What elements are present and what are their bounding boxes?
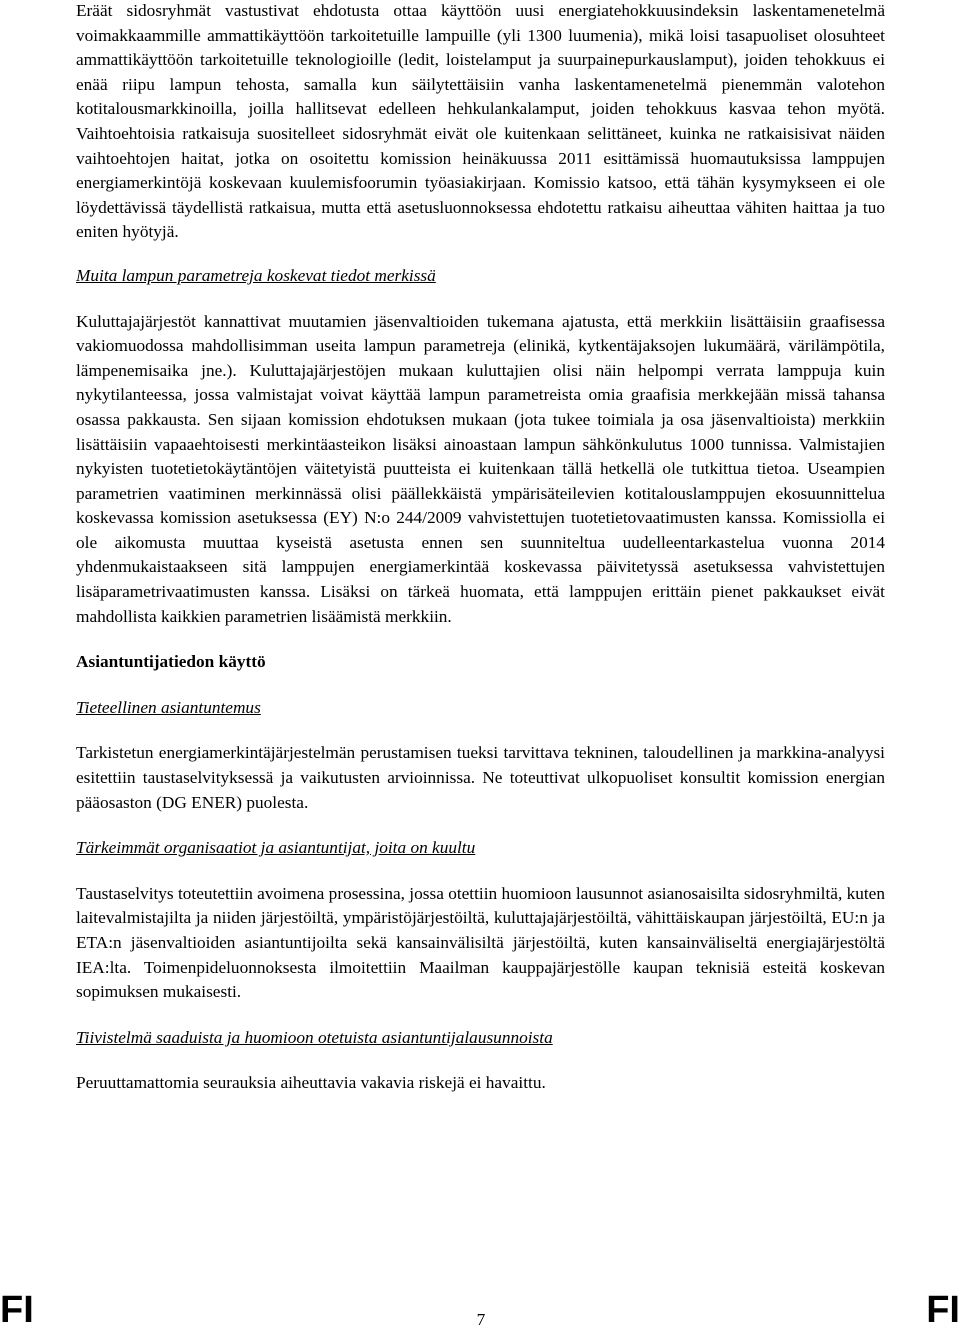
paragraph-lamp-parameters: Kuluttajajärjestöt kannattivat muutamien jäsenvaltioiden tukemana ajatusta, että merkkiin lisättäisiin graafisessa vakiomuodossa mahdollisimman useita lampun parametreja (elinikä, kytkentäjaksojen lukumäärä, värilämpötila, lämpenemisaika jne.). Kuluttajajärjestöjen mukaan kuluttajien olisi näin helpompi verrata lamppuja kuin nykytilanteessa, jossa valmistajat voivat käyttää lampun parametreista omia graafisia merkkejään missä tahansa osassa pakkausta. Sen sijaan komission ehdotuksen mukaan (jota tukee toimiala ja osa jäsenvaltioista) merkkiin lisättäisiin vapaaehtoisesti merkintäasteikon lisäksi ainoastaan lampun sähkönkulutus 1000 tunnissa. Valmistajien nykyisten tuotetietokäytäntöjen väitetyistä puutteista ei kuitenkaan tällä hetkellä ole tutkittua tietoa. Useampien parametrien vaatiminen merkinnässä olisi päällekkäistä ympärisäteilevien kotitalouslamppujen ekosuunnittelua koskevassa komission asetuksessa (EY) N:o 244/2009 vahvistettujen tuotetietovaatimusten kanssa. Komissiolla ei ole aikomusta muuttaa kyseistä asetusta ennen sen suunniteltua uudelleentarkastelua vuonna 2014 yhdenmukaistaakseen sitä lamppujen energiamerkintää koskevassa päivitetyssä asetuksessa vahvistettujen lisäparametrivaatimusten kanssa. Lisäksi on tärkeä huomata, että lamppujen erittäin pienet pakkaukset eivät mahdollista kaikkien parametrien lisäämistä merkkiin. (76, 311, 885, 626)
subheading-consulted-organisations: Tärkeimmät organisaatiot ja asiantuntijat, joita on kuultu (76, 838, 476, 858)
section-heading-expertise: Asiantuntijatiedon käyttö (76, 652, 266, 672)
paragraph-consulted-organisations: Taustaselvitys toteutettiin avoimena prosessina, jossa otettiin huomioon lausunnot asianosaisilta sidosryhmiltä, kuten laitevalmistajilta ja niiden järjestöiltä, ympäristöjärjestöiltä, kuluttajajärjestöiltä, vähittäiskaupan järjestöiltä, EU:n ja ETA:n jäsenvaltioiden asiantuntijoilta sekä kansainvälisiltä järjestöiltä, kuten kansainväliseltä energiajärjestöltä IEA:lta. Toimenpideluonnoksesta ilmoitettiin Maailman kauppajärjestölle kaupan teknisiä esteitä koskevan sopimuksen mukaisesti. (76, 883, 885, 1002)
subheading-summary-opinions: Tiivistelmä saaduista ja huomioon otetuista asiantuntijalausunnoista (76, 1027, 553, 1047)
footer-language-code-right: FI (926, 1289, 960, 1331)
paragraph-summary-opinions: Peruuttamattomia seurauksia aiheuttavia vakavia riskejä ei havaittu. (76, 1073, 546, 1093)
page-number: 7 (476, 1310, 486, 1329)
paragraph-energy-index: Eräät sidosryhmät vastustivat ehdotusta ottaa käyttöön uusi energiatehokkuusindeksin laskentamenetelmä voimakkaammille ammattikäyttöön tarkoitetuille lampuille (yli 1300 luumenia), mikä loisi tasapuoliset olosuhteet ammattikäyttöön tarkoitetuille teknologioille (ledit, loistelamput ja suurpainepurkauslamput), joiden tehokkuus ei enää riipu lampun tehosta, samalla kun säilytettäisiin vanha laskentamenetelmä pienemmän valotehon kotitalousmarkkinoilla, joilla hallitsevat edelleen hehkulankalamput, joiden tehokkuus kasvaa tehon myötä. Vaihtoehtoisia ratkaisuja suositelleet sidosryhmät eivät ole kuitenkaan selittäneet, kuinka ne ratkaisisivat näiden vaihtoehtojen haitat, jotka on osoitettu komission heinäkuussa 2011 esittämissä huomautuksissa lamppujen energiamerkintöjä koskevaan kuulemisfoorumin työasiakirjaan. Komissio katsoo, että tähän kysymykseen ei ole löydettävissä täydellistä ratkaisua, mutta että asetusluonnoksessa ehdotettu ratkaisu aiheuttaa vähiten haittaa ja tuo eniten hyötyjä. (76, 1, 885, 242)
subheading-scientific-expertise: Tieteellinen asiantuntemus (76, 697, 261, 717)
subheading-lamp-parameters: Muita lampun parametreja koskevat tiedot merkissä (76, 265, 436, 285)
footer-language-code-left: FI (0, 1289, 34, 1331)
paragraph-scientific-expertise: Tarkistetun energiamerkintäjärjestelmän perustamisen tueksi tarvittava tekninen, taloudellinen ja markkina-analyysi esitettiin taustaselvityksessä ja vaikutusten arvioinnissa. Ne toteuttivat ulkopuoliset konsultit komission energian pääosaston (DG ENER) puolesta. (76, 743, 885, 812)
document-body (76, 0, 885, 1096)
